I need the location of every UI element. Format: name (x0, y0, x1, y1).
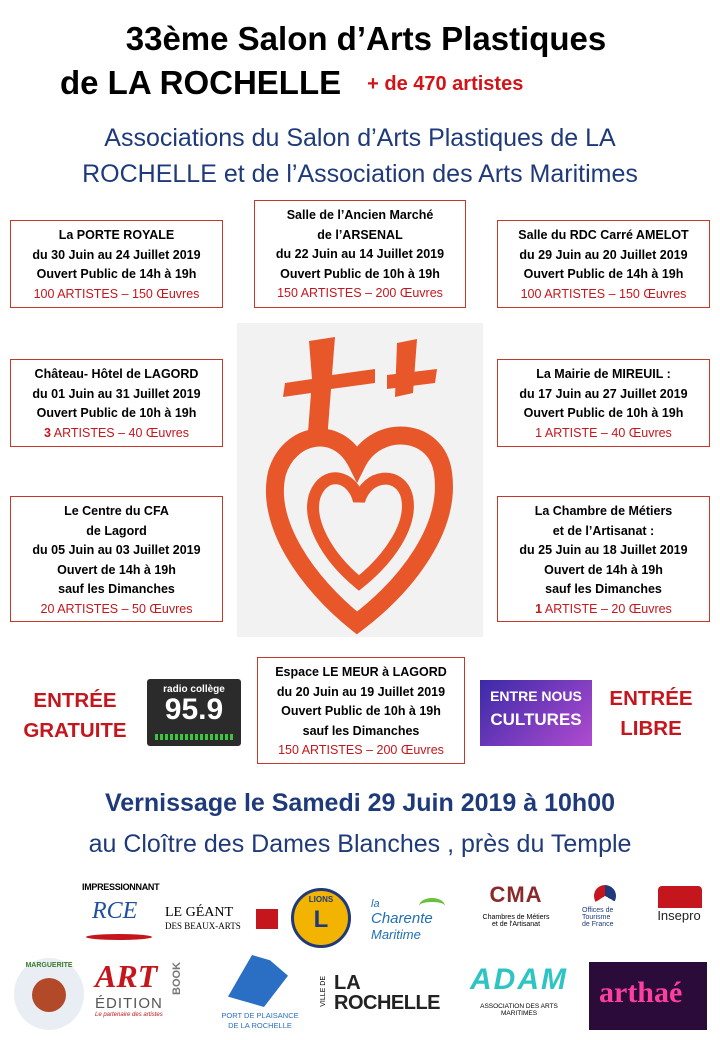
adam-logo (470, 963, 568, 1035)
logo-line2: CULTURES (490, 710, 582, 729)
venue-hours: Ouvert de 14h à 19h (544, 562, 663, 577)
entry-line1: ENTRÉE (33, 689, 117, 712)
associations-line1: Associations du Salon d’Arts Plastiques de LA (104, 124, 616, 152)
vendee-heart-emblem (237, 323, 483, 637)
radio-frequency: 95.9 (164, 693, 224, 726)
venue-hours: Ouvert Public de 10h à 19h (523, 406, 684, 420)
offices-tourisme-logo (582, 885, 632, 945)
cma-label: CMA (489, 882, 543, 907)
venue-name: Salle du RDC Carré AMELOT (518, 228, 689, 242)
cow-mascot-icon (32, 978, 66, 1012)
radio-name: radio collège (163, 684, 225, 695)
adam-label: ADAM (470, 963, 568, 996)
venue-box-espace-le-meur (257, 657, 465, 764)
rce-label: RCE (92, 898, 138, 924)
venue-box-arsenal (254, 200, 466, 308)
venue-hours: Ouvert Public de 10h à 19h (281, 704, 441, 718)
charente-maritime-logo (371, 898, 451, 953)
venue-name: Le Centre du CFA (64, 504, 169, 518)
venue-closed: sauf les Dimanches (58, 582, 175, 596)
venue-name: Espace LE MEUR à LAGORD (275, 665, 447, 679)
insepro-logo (648, 886, 710, 948)
artists-count: + de 470 artistes (367, 73, 524, 95)
poster-title-line2 (60, 64, 523, 107)
maritime-label: Maritime (371, 927, 421, 942)
venue-box-cfa (10, 496, 223, 622)
edition-sub-label: Le partenaire des artistes (95, 1012, 163, 1018)
arthae-label: arthaé (599, 976, 683, 1009)
geant-label-1: LE GÉANT (165, 905, 234, 920)
venue-dates: du 25 Juin au 18 Juillet 2019 (519, 543, 688, 557)
rce-logo (82, 882, 160, 942)
venue-hours: Ouvert de 14h à 19h (57, 562, 176, 577)
ville-label: VILLE DE (320, 976, 327, 1007)
venue-dates: du 01 Juin au 31 Juillet 2019 (32, 386, 201, 401)
venue-closed: sauf les Dimanches (302, 723, 420, 738)
signal-bar-icon (155, 734, 233, 740)
venue-box-lagord-chateau (10, 359, 223, 447)
venue-count: 3 ARTISTES – 40 Œuvres (44, 425, 189, 440)
ville-la-rochelle-logo (320, 972, 442, 1020)
adam-sub-2: MARITIMES (500, 1010, 538, 1017)
port-plaisance-logo (210, 955, 310, 1035)
arthae-logo (589, 962, 707, 1030)
marguerite-logo (14, 958, 84, 1030)
la-label: LA (334, 972, 361, 994)
port-label-2: DE LA ROCHELLE (228, 1021, 292, 1030)
venue-count: 150 ARTISTES – 200 Œuvres (277, 286, 443, 300)
geant-label-2: DES BEAUX-ARTS (165, 921, 241, 931)
sacred-heart-icon (237, 323, 483, 637)
cma-label-2: et de l'Artisanat (491, 921, 541, 928)
venue-name: Château- Hôtel de LAGORD (34, 367, 199, 381)
venue-dates: du 30 Juin au 24 Juillet 2019 (32, 247, 201, 262)
venue-name: La PORTE ROYALE (58, 228, 175, 242)
port-label-1: PORT DE PLAISANCE (221, 1011, 299, 1020)
flag-circle-icon (594, 885, 616, 907)
venue-name: Salle de l’Ancien Marché (286, 208, 434, 222)
entry-line2: GRATUITE (23, 719, 127, 742)
venue-count: 1 ARTISTE – 40 Œuvres (535, 425, 672, 440)
lions-emblem-icon: L (313, 906, 329, 933)
venue-count: 100 ARTISTES – 150 Œuvres (33, 286, 200, 301)
lions-label: LIONS (308, 895, 334, 904)
venue-dates: du 20 Juin au 19 Juillet 2019 (276, 684, 446, 699)
venue-hours: Ouvert Public de 10h à 19h (280, 266, 440, 281)
offices-label-3: de France (582, 921, 614, 928)
offices-label-2: Tourisme (582, 914, 611, 921)
rochelle-label: ROCHELLE (334, 992, 440, 1014)
venue-count: 100 ARTISTES – 150 Œuvres (520, 286, 687, 301)
edition-label: ÉDITION (95, 995, 163, 1012)
venue-hours: Ouvert Public de 10h à 19h (36, 406, 197, 420)
venue-count: 20 ARTISTES – 50 Œuvres (40, 601, 193, 616)
entry-open-label (596, 684, 706, 744)
impression-label: IMPRESSIONNANT (82, 882, 160, 892)
venue-box-chambre-metiers (497, 496, 710, 622)
vernissage-line1: Vernissage le Samedi 29 Juin 2019 à 10h00 (104, 789, 616, 817)
lions-club-logo (291, 888, 351, 948)
geant-beaux-arts-logo (165, 905, 280, 941)
venue-dates: du 17 Juin au 27 Juillet 2019 (519, 386, 688, 401)
venue-name: La Mairie de MIREUIL : (536, 367, 671, 381)
book-label: BOOK (171, 962, 183, 995)
cma-label-1: Chambres de Métiers (482, 914, 550, 921)
wave-green-icon (419, 898, 445, 914)
entry-line2: LIBRE (620, 717, 682, 740)
venue-hours: Ouvert Public de 14h à 19h (523, 267, 684, 281)
venue-count: 1 ARTISTE – 20 Œuvres (535, 601, 672, 616)
venue-hours: Ouvert Public de 14h à 19h (36, 267, 197, 281)
city-name: de LA ROCHELLE (60, 64, 342, 101)
venue-name-2: et de l’Artisanat : (552, 523, 655, 538)
art-book-edition-logo (95, 958, 195, 1034)
cube-icon (256, 909, 278, 929)
venue-closed: sauf les Dimanches (545, 582, 662, 596)
venue-dates: du 29 Juin au 20 Juillet 2019 (519, 247, 688, 262)
venue-dates: du 05 Juin au 03 Juillet 2019 (32, 543, 201, 557)
charente-la: la (371, 898, 380, 910)
venue-box-carre-amelot (497, 220, 710, 308)
venue-box-porte-royale (10, 220, 223, 308)
venue-dates: du 22 Juin au 14 Juillet 2019 (275, 247, 445, 261)
offices-label-1: Offices de (582, 907, 614, 914)
vernissage-line2: au Cloître des Dames Blanches , près du Temple (88, 830, 632, 858)
art-label: ART (95, 958, 158, 994)
charente-label: Charente (371, 910, 433, 927)
adam-sub-1: ASSOCIATION DES ARTS (480, 1003, 558, 1010)
port-shape-icon (228, 955, 288, 1007)
entre-nous-cultures-logo (480, 680, 592, 746)
cma-logo (475, 882, 557, 948)
logo-line1: ENTRE NOUS (490, 688, 582, 704)
venue-name-2: de l’ARSENAL (317, 227, 403, 242)
entry-free-label (10, 686, 140, 746)
insepro-label: Insepro (648, 908, 710, 923)
associations-line2: ROCHELLE et de l’Association des Arts Maritimes (82, 160, 638, 188)
poster-title-line1: 33ème Salon d’Arts Plastiques (125, 20, 607, 57)
venue-box-mireuil (497, 359, 710, 447)
marguerite-label: MARGUERITE (25, 962, 73, 969)
venue-count: 150 ARTISTES – 200 Œuvres (278, 743, 444, 757)
entry-line1: ENTRÉE (609, 687, 693, 710)
venue-name-2: de Lagord (86, 523, 147, 538)
venue-name: La Chambre de Métiers (534, 504, 673, 518)
wave-icon (86, 934, 152, 940)
radio-college-logo (147, 679, 241, 746)
